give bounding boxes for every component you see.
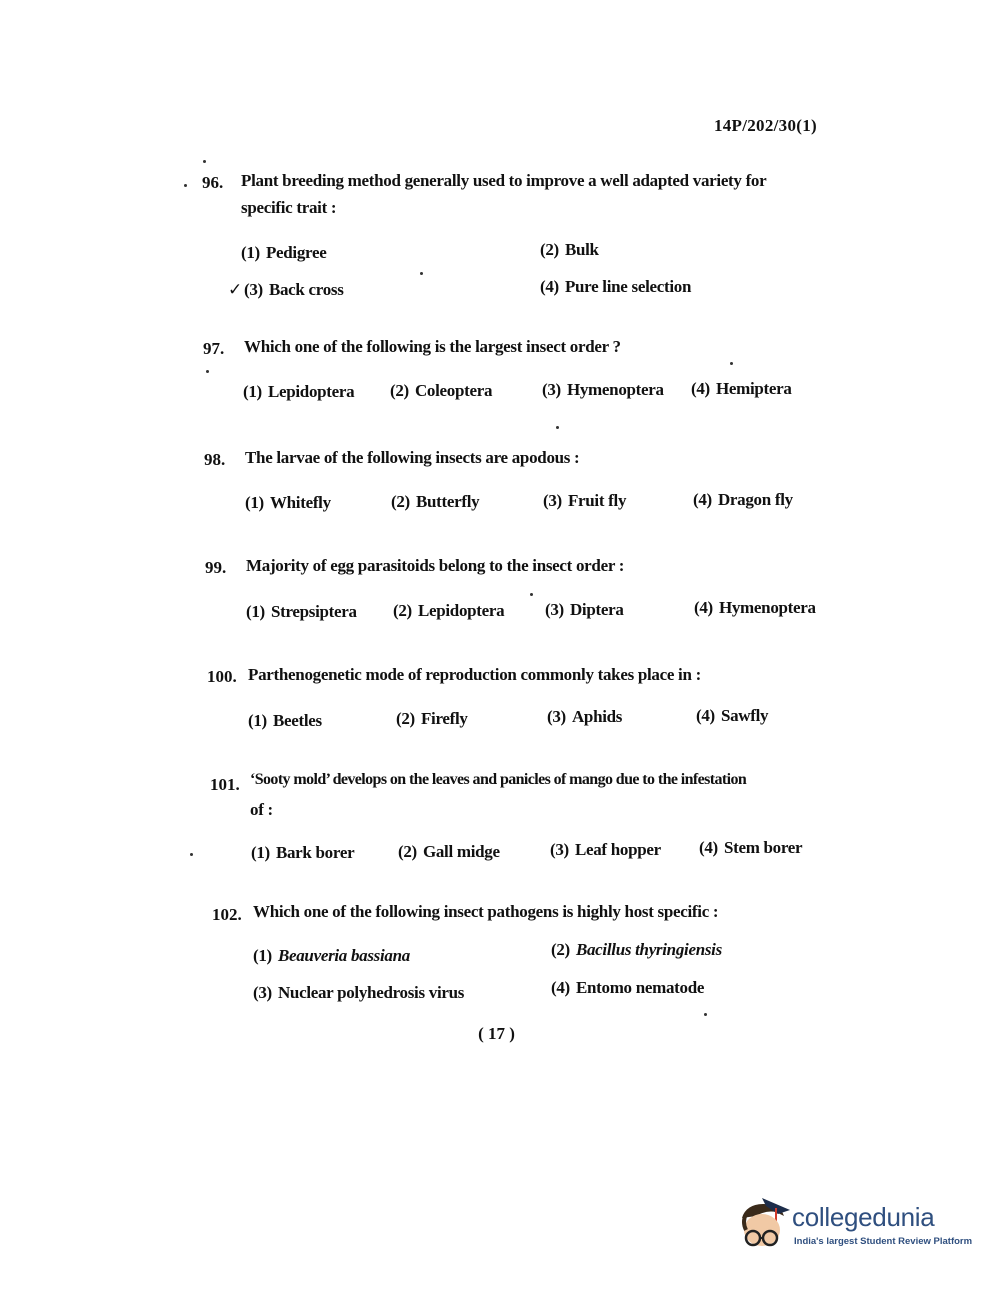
option-3: (3) Fruit fly: [543, 491, 627, 510]
option-2: (2) Coleoptera: [390, 381, 493, 400]
option-1: (1) Bark borer: [251, 843, 355, 862]
scan-speck: [730, 362, 733, 365]
scan-speck: [556, 426, 559, 429]
question-number: 96.: [202, 173, 224, 192]
option-3: (3) Leaf hopper: [550, 840, 661, 859]
check-mark-icon: ✓: [228, 280, 243, 299]
option-2: (2) Butterfly: [391, 492, 480, 511]
question-number: 97.: [203, 339, 225, 358]
option-2: (2) Gall midge: [398, 842, 500, 861]
option-3: (3) Aphids: [547, 707, 623, 726]
question-number: 102.: [212, 905, 242, 924]
question-text: Which one of the following is the largest insect order ?: [244, 337, 621, 356]
option-4: (4) Sawfly: [696, 706, 769, 725]
question-text: Which one of the following insect pathogens is highly host specific :: [253, 902, 719, 921]
scan-speck: [420, 272, 423, 275]
option-1: (1) Beetles: [248, 711, 322, 730]
option-1: (1) Beauveria bassiana: [253, 946, 410, 965]
option-4: (4) Pure line selection: [540, 277, 692, 296]
mascot-icon: [736, 1196, 792, 1256]
scan-speck: [206, 370, 209, 373]
option-3: (3) Back cross: [244, 280, 344, 299]
option-1: (1) Pedigree: [241, 243, 327, 262]
option-2: (2) Bacillus thyringiensis: [551, 940, 722, 959]
question-number: 98.: [204, 450, 226, 469]
option-4: (4) Hymenoptera: [694, 598, 816, 617]
page-number: ( 17 ): [478, 1024, 515, 1043]
question-text: Plant breeding method generally used to improve a well adapted variety for: [241, 171, 767, 190]
question-text: Majority of egg parasitoids belong to the insect order :: [246, 556, 625, 575]
option-1: (1) Whitefly: [245, 493, 331, 512]
logo-tagline: India's largest Student Review Platform: [794, 1236, 973, 1247]
logo-wordmark: collegedunia: [792, 1202, 935, 1232]
option-4: (4) Stem borer: [699, 838, 803, 857]
question-number: 99.: [205, 558, 227, 577]
scan-speck: [184, 184, 187, 187]
question-text-cont: of :: [250, 800, 273, 819]
scan-speck: [530, 593, 533, 596]
option-2: (2) Bulk: [540, 240, 599, 259]
question-number: 100.: [207, 667, 237, 686]
option-4: (4) Entomo nematode: [551, 978, 705, 997]
option-3: (3) Nuclear polyhedrosis virus: [253, 983, 465, 1002]
question-number: 101.: [210, 775, 240, 794]
scan-speck: [704, 1013, 707, 1016]
option-2: (2) Lepidoptera: [393, 601, 505, 620]
option-4: (4) Hemiptera: [691, 379, 792, 398]
option-1: (1) Strepsiptera: [246, 602, 357, 621]
paper-code: 14P/202/30(1): [713, 116, 817, 135]
option-2: (2) Firefly: [396, 709, 468, 728]
question-text: ‘Sooty mold’ develops on the leaves and panicles of mango due to the infestation: [250, 771, 747, 788]
option-4: (4) Dragon fly: [693, 490, 793, 509]
question-text: The larvae of the following insects are apodous :: [245, 448, 580, 467]
question-text: Parthenogenetic mode of reproduction commonly takes place in :: [248, 665, 701, 684]
collegedunia-logo[interactable]: [736, 1196, 973, 1260]
scan-speck: [190, 853, 193, 856]
question-text-cont: specific trait :: [241, 198, 337, 217]
option-3: (3) Diptera: [545, 600, 624, 619]
option-1: (1) Lepidoptera: [243, 382, 355, 401]
scan-speck: [203, 160, 206, 163]
option-3: (3) Hymenoptera: [542, 380, 664, 399]
